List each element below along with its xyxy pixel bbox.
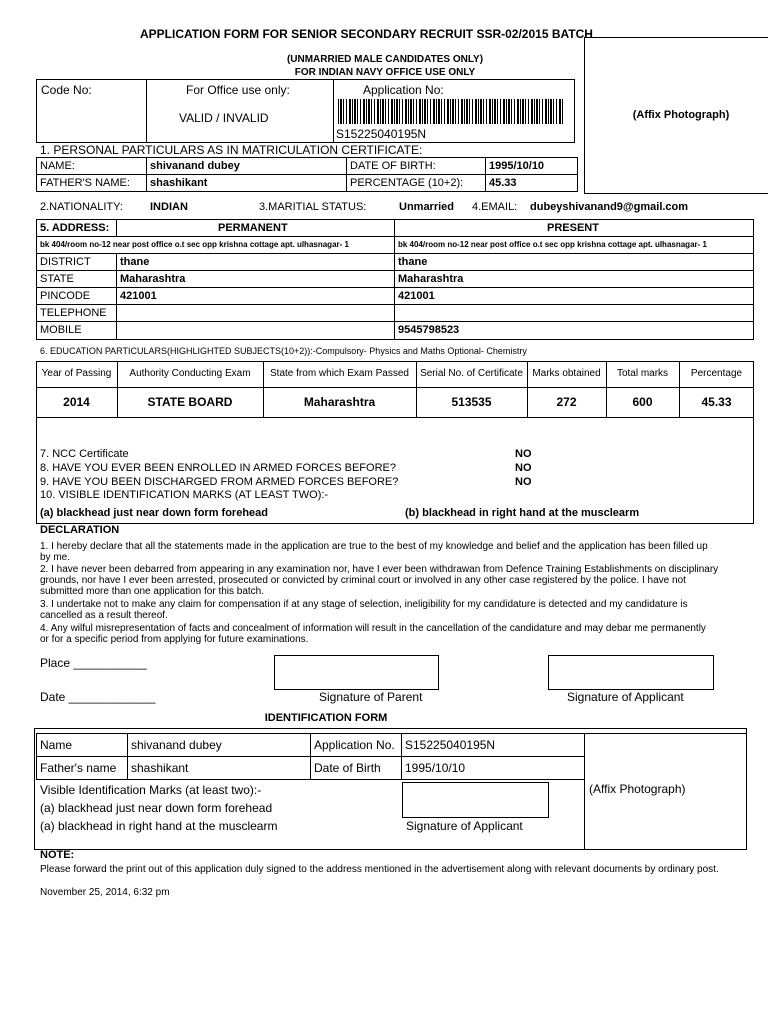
present-address-line: bk 404/room no-12 near post office o.t sec opp krishna cottage apt. ulhasnagar- 1: [398, 240, 707, 249]
father-label: FATHER'S NAME:: [40, 177, 130, 189]
id-mark-a-value: (a) blackhead just near down form forehead: [40, 801, 273, 815]
father-value: shashikant: [150, 177, 208, 189]
col-serial: Serial No. of Certificate: [420, 368, 523, 379]
barcode: [338, 99, 564, 124]
present-header: PRESENT: [547, 222, 599, 234]
id-father-value: shashikant: [131, 761, 189, 775]
form-subtitle-2: FOR INDIAN NAVY OFFICE USE ONLY: [294, 67, 476, 78]
code-no-label: Code No:: [41, 83, 92, 97]
dob-value: 1995/10/10: [489, 160, 545, 172]
id-mark-b: (b) blackhead in right hand at the musclearm: [405, 507, 640, 519]
id-signature-label: Signature of Applicant: [406, 819, 523, 833]
personal-heading: 1. PERSONAL PARTICULARS AS IN MATRICULATION CERTIFICATE:: [40, 143, 423, 157]
id-mark-a: (a) blackhead just near down form forehead: [40, 507, 268, 519]
id-dob-label: Date of Birth: [314, 761, 381, 775]
id-name-value: shivanand dubey: [131, 738, 222, 752]
id-photo-label: (Affix Photograph): [589, 782, 686, 796]
telephone-label: TELEPHONE: [40, 307, 107, 319]
q9-answer: NO: [515, 476, 532, 488]
row-serial: 513535: [451, 395, 492, 409]
row-year: 2014: [63, 395, 90, 409]
row-total: 600: [632, 395, 653, 409]
print-timestamp: November 25, 2014, 6:32 pm: [40, 887, 170, 898]
pincode-permanent: 421001: [120, 290, 157, 302]
parent-signature-box[interactable]: [274, 655, 439, 690]
note-text: Please forward the print out of this application duly signed to the address mentioned in the advertisement along with relevant documents by ordinary post.: [40, 864, 719, 875]
date-field[interactable]: Date _____________: [40, 690, 156, 704]
photo-box: [584, 37, 768, 194]
row-state: Maharashtra: [303, 395, 376, 409]
q8-label: 8. HAVE YOU EVER BEEN ENROLLED IN ARMED FORCES BEFORE?: [40, 462, 396, 474]
q9-label: 9. HAVE YOU BEEN DISCHARGED FROM ARMED FORCES BEFORE?: [40, 476, 399, 488]
percent-value: 45.33: [489, 177, 517, 189]
permanent-address-line: bk 404/room no-12 near post office o.t sec opp krishna cottage apt. ulhasnagar- 1: [40, 240, 349, 249]
state-permanent: Maharashtra: [120, 273, 186, 285]
declaration-p1: 1. I hereby declare that all the statements made in the application are true to the best of my knowledge and belief and the application has been filled up by me.: [40, 541, 708, 563]
row-percentage: 45.33: [701, 395, 732, 409]
q7-label: 7. NCC Certificate: [40, 448, 129, 460]
pincode-present: 421001: [398, 290, 435, 302]
q7-answer: NO: [515, 448, 532, 460]
parent-signature-label: Signature of Parent: [319, 690, 423, 704]
declaration-p3: 3. I undertake not to make any claim for compensation if at any stage of selection, ineligibility for my candidature is detected and my candidature is cancelled as a result thereof.: [40, 599, 688, 621]
permanent-header: PERMANENT: [218, 222, 288, 234]
dob-label: DATE OF BIRTH:: [350, 160, 436, 172]
declaration-p2: 2. I have never been debarred from appearing in any examination nor, have I ever been withdrawan from Defence Training Establishments on disciplinary grounds, nor have I ever been arrested, prosecuted or convicted by criminal court or involved in any other case registered by the police. I have not submitted more than one application for this batch.: [40, 564, 719, 597]
id-appno-label: Application No.: [314, 738, 395, 752]
q8-answer: NO: [515, 462, 532, 474]
q10-label: 10. VISIBLE IDENTIFICATION MARKS (AT LEAST TWO):-: [40, 489, 329, 501]
mobile-label: MOBILE: [40, 324, 82, 336]
state-label: STATE: [40, 273, 74, 285]
row-marks: 272: [556, 395, 577, 409]
percent-label: PERCENTAGE (10+2):: [350, 177, 464, 189]
name-label: NAME:: [40, 160, 75, 172]
valid-invalid: VALID / INVALID: [179, 111, 269, 125]
declaration-heading: DECLARATION: [40, 524, 120, 536]
district-permanent: thane: [120, 256, 150, 268]
col-state: State from which Exam Passed: [270, 368, 409, 379]
col-authority: Authority Conducting Exam: [129, 368, 251, 379]
name-value: shivanand dubey: [150, 160, 240, 172]
id-signature-box[interactable]: [402, 782, 549, 818]
office-use-label: For Office use only:: [186, 83, 290, 97]
note-heading: NOTE:: [40, 849, 75, 861]
pincode-label: PINCODE: [40, 290, 91, 302]
identification-heading: IDENTIFICATION FORM: [264, 712, 388, 724]
district-present: thane: [398, 256, 428, 268]
form-title: APPLICATION FORM FOR SENIOR SECONDARY RECRUIT SSR-02/2015 BATCH: [140, 27, 593, 41]
id-appno-value: S15225040195N: [405, 738, 496, 752]
marital-label: 3.MARITIAL STATUS:: [259, 201, 367, 213]
place-field[interactable]: Place ___________: [40, 656, 147, 670]
mobile-present: 9545798523: [398, 324, 460, 336]
application-no: S15225040195N: [336, 127, 427, 141]
col-percentage: Percentage: [690, 368, 743, 379]
col-marks: Marks obtained: [532, 368, 601, 379]
photo-label: (Affix Photograph): [632, 109, 730, 121]
declaration-p4: 4. Any wilful misrepresentation of facts and concealment of information will result in the cancellation of the candidature and may debar me permanently or for a specific period from applying for future examinations.: [40, 623, 706, 645]
education-heading: 6. EDUCATION PARTICULARS(HIGHLIGHTED SUBJECTS(10+2)):-Compulsory- Physics and Maths Optional- Chemistry: [40, 346, 527, 356]
district-label: DISTRICT: [40, 256, 91, 268]
id-name-label: Name: [40, 738, 73, 752]
applicant-signature-box[interactable]: [548, 655, 714, 690]
col-year: Year of Passing: [41, 368, 112, 379]
email-value: dubeyshivanand9@gmail.com: [530, 201, 689, 213]
id-mark-b-value: (a) blackhead in right hand at the musclearm: [40, 819, 278, 833]
id-dob-value: 1995/10/10: [405, 761, 466, 775]
row-authority: STATE BOARD: [147, 395, 233, 409]
applicant-signature-label: Signature of Applicant: [567, 690, 684, 704]
state-present: Maharashtra: [398, 273, 464, 285]
nationality-label: 2.NATIONALITY:: [40, 201, 123, 213]
form-subtitle-1: (UNMARRIED MALE CANDIDATES ONLY): [286, 54, 484, 65]
email-label: 4.EMAIL:: [472, 201, 518, 213]
id-marks-label: Visible Identification Marks (at least two):-: [40, 783, 262, 797]
nationality-value: INDIAN: [150, 201, 188, 213]
address-label: 5. ADDRESS:: [40, 222, 110, 234]
id-father-label: Father's name: [40, 761, 117, 775]
col-total: Total marks: [616, 368, 669, 379]
marital-value: Unmarried: [399, 201, 455, 213]
application-no-label: Application No:: [363, 83, 444, 97]
